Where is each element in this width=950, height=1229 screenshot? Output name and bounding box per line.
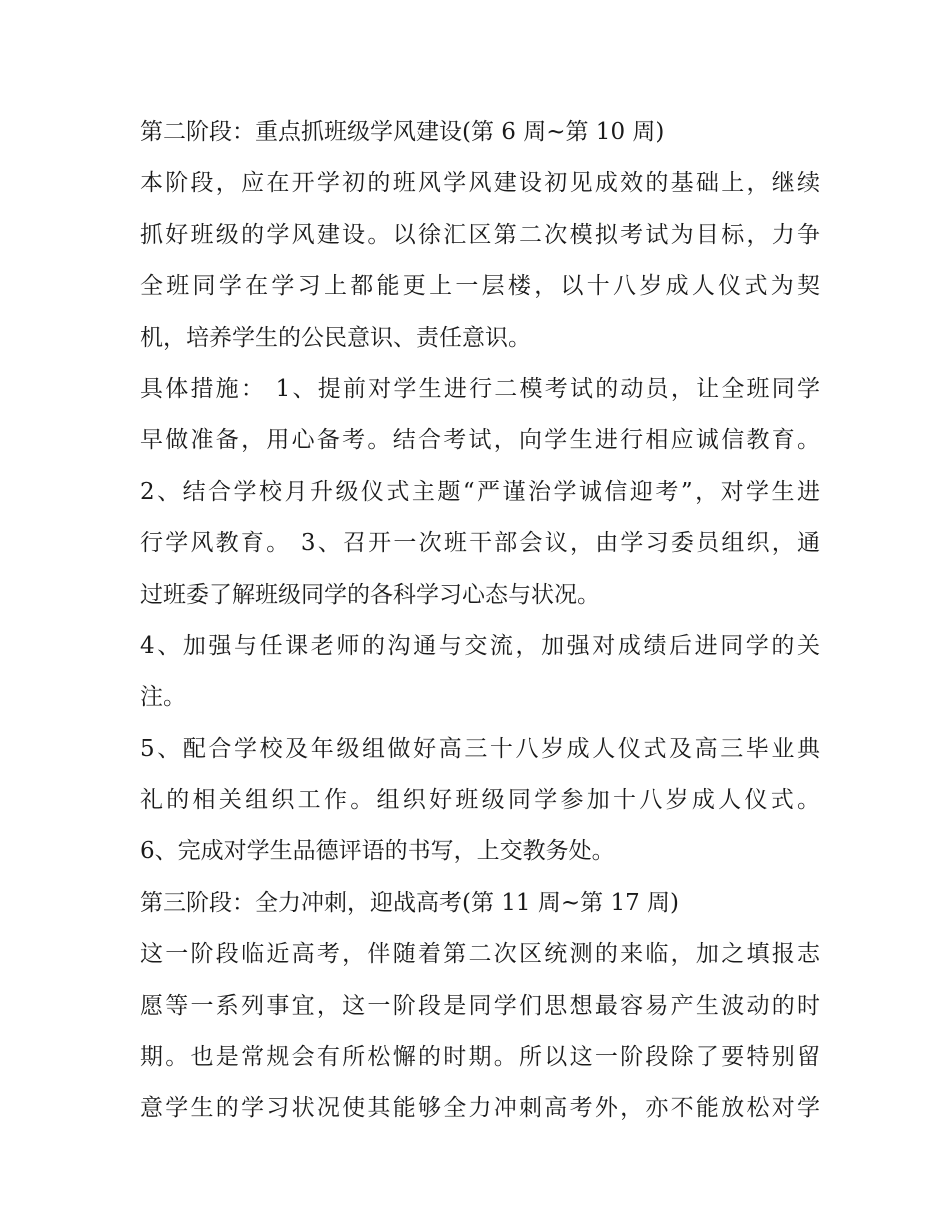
text-line: 注。 <box>140 684 186 711</box>
text-line: 过班委了解班级同学的各科学习心态与状况。 <box>140 581 600 608</box>
text-line: 2、结合学校月升级仪式主题“严谨治学诚信迎考”，对学生进 <box>140 478 820 505</box>
text-line: 4、加强与任课老师的沟通与交流，加强对成绩后进同学的关 <box>140 632 820 659</box>
text-line: 意学生的学习状况使其能够全力冲刺高考外，亦不能放松对学 <box>140 1095 820 1122</box>
text-line: 期。也是常规会有所松懈的时期。所以这一阶段除了要特别留 <box>140 1044 820 1071</box>
text-line: 本阶段，应在开学初的班风学风建设初见成效的基础上，继续 <box>140 170 820 197</box>
text-line: 机，培养学生的公民意识、责任意识。 <box>140 324 531 351</box>
text-line: 第三阶段：全力冲刺，迎战高考(第 11 周~第 17 周) <box>140 889 679 916</box>
text-line: 早做准备，用心备考。结合考试，向学生进行相应诚信教育。 <box>140 427 820 454</box>
text-line: 抓好班级的学风建设。以徐汇区第二次模拟考试为目标，力争 <box>140 221 820 248</box>
text-line: 愿等一系列事宜，这一阶段是同学们思想最容易产生波动的时 <box>140 992 820 1019</box>
text-line: 5、配合学校及年级组做好高三十八岁成人仪式及高三毕业典 <box>140 735 820 762</box>
text-line: 行学风教育。 3、召开一次班干部会议，由学习委员组织，通 <box>140 530 820 557</box>
text-line: 第二阶段：重点抓班级学风建设(第 6 周~第 10 周) <box>140 119 665 145</box>
text-line: 全班同学在学习上都能更上一层楼，以十八岁成人仪式为契 <box>140 273 820 300</box>
text-line: 6、完成对学生品德评语的书写，上交教务处。 <box>140 838 615 865</box>
body-text <box>140 107 820 1135</box>
text-line: 具体措施： 1、提前对学生进行二模考试的动员，让全班同学 <box>140 375 820 402</box>
text-line: 礼的相关组织工作。组织好班级同学参加十八岁成人仪式。 <box>140 787 820 814</box>
text-line: 这一阶段临近高考，伴随着第二次区统测的来临，加之填报志 <box>140 941 820 968</box>
